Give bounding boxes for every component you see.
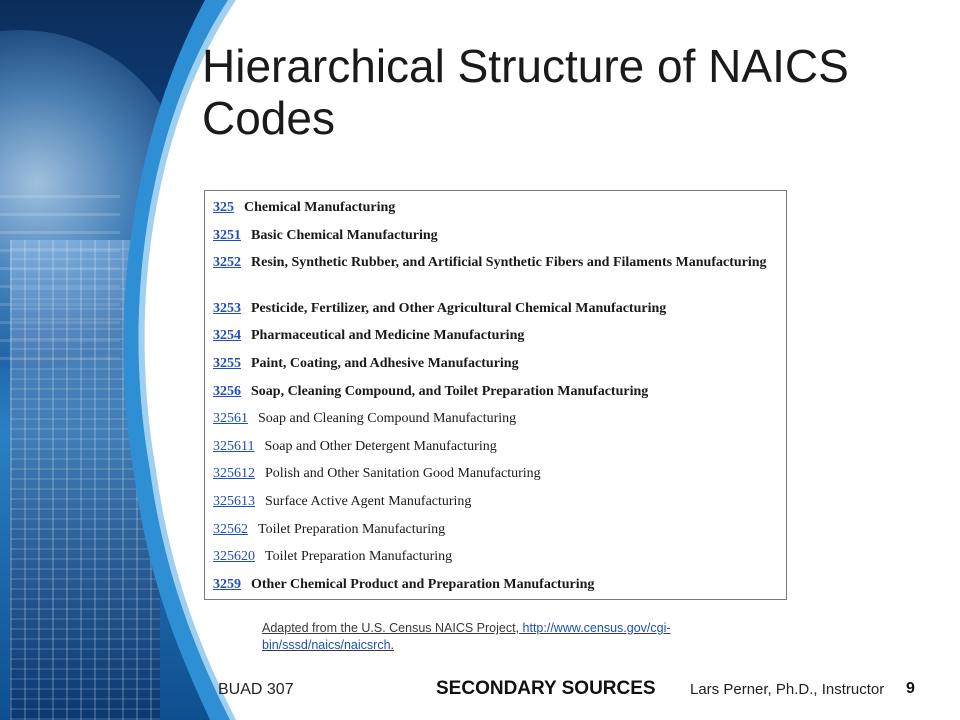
naics-code-label: Toilet Preparation Manufacturing [258, 522, 446, 537]
naics-code-link[interactable]: 325611 [213, 439, 255, 454]
list-item [213, 254, 778, 272]
naics-code-link[interactable]: 325 [213, 200, 234, 215]
naics-code-link[interactable]: 3255 [213, 356, 241, 371]
naics-code-link[interactable]: 32561 [213, 411, 248, 426]
source-link[interactable]: http://www.census.gov/cgi- [522, 621, 671, 635]
source-link-continued[interactable]: bin/sssd/naics/naicsrch [262, 638, 391, 652]
footer-instructor: Lars Perner, Ph.D., Instructor [690, 681, 885, 698]
slide-title: Hierarchical Structure of NAICS Codes [202, 40, 849, 144]
naics-code-label: Pharmaceutical and Medicine Manufacturing [251, 328, 525, 343]
list-item [213, 576, 778, 594]
naics-code-label: Other Chemical Product and Preparation Manufacturing [251, 577, 595, 592]
source-citation [262, 620, 732, 654]
naics-code-label: Soap and Other Detergent Manufacturing [264, 439, 497, 454]
naics-code-label: Polish and Other Sanitation Good Manufacturing [265, 466, 541, 481]
list-item [213, 548, 778, 566]
list-item [213, 410, 778, 428]
list-item [213, 383, 778, 401]
source-suffix: . [390, 638, 395, 652]
naics-code-link[interactable]: 3252 [213, 255, 241, 270]
list-item [213, 327, 778, 345]
naics-code-label: Soap and Cleaning Compound Manufacturing [258, 411, 517, 426]
naics-code-label: Chemical Manufacturing [244, 200, 396, 215]
list-item [213, 438, 778, 456]
naics-code-label: Basic Chemical Manufacturing [251, 228, 438, 243]
list-item [213, 227, 778, 245]
list-item [213, 199, 778, 217]
naics-code-label: Surface Active Agent Manufacturing [265, 494, 472, 509]
naics-code-link[interactable]: 32562 [213, 522, 248, 537]
slide-number: 9 [906, 680, 915, 697]
naics-code-link[interactable]: 325613 [213, 494, 255, 509]
naics-code-link[interactable]: 3259 [213, 577, 241, 592]
naics-code-label: Paint, Coating, and Adhesive Manufacturing [251, 356, 519, 371]
list-item [213, 493, 778, 511]
naics-code-label: Toilet Preparation Manufacturing [265, 549, 453, 564]
naics-code-label: Soap, Cleaning Compound, and Toilet Preparation Manufacturing [251, 384, 649, 399]
naics-code-link[interactable]: 325612 [213, 466, 255, 481]
naics-code-list [204, 190, 787, 600]
naics-code-label: Resin, Synthetic Rubber, and Artificial Synthetic Fibers and Filaments Manufacturing [251, 255, 767, 270]
naics-code-link[interactable]: 3253 [213, 301, 241, 316]
list-item [213, 300, 778, 318]
naics-code-link[interactable]: 3254 [213, 328, 241, 343]
naics-code-link[interactable]: 325620 [213, 549, 255, 564]
footer-course: BUAD 307 [218, 681, 294, 698]
list-item [213, 521, 778, 539]
footer-topic: SECONDARY SOURCES [436, 678, 656, 699]
naics-code-label: Pesticide, Fertilizer, and Other Agricultural Chemical Manufacturing [251, 301, 667, 316]
list-item [213, 465, 778, 483]
naics-code-link[interactable]: 3251 [213, 228, 241, 243]
list-item [213, 355, 778, 373]
source-prefix: Adapted from the U.S. Census NAICS Project, [262, 621, 523, 635]
naics-code-link[interactable]: 3256 [213, 384, 241, 399]
